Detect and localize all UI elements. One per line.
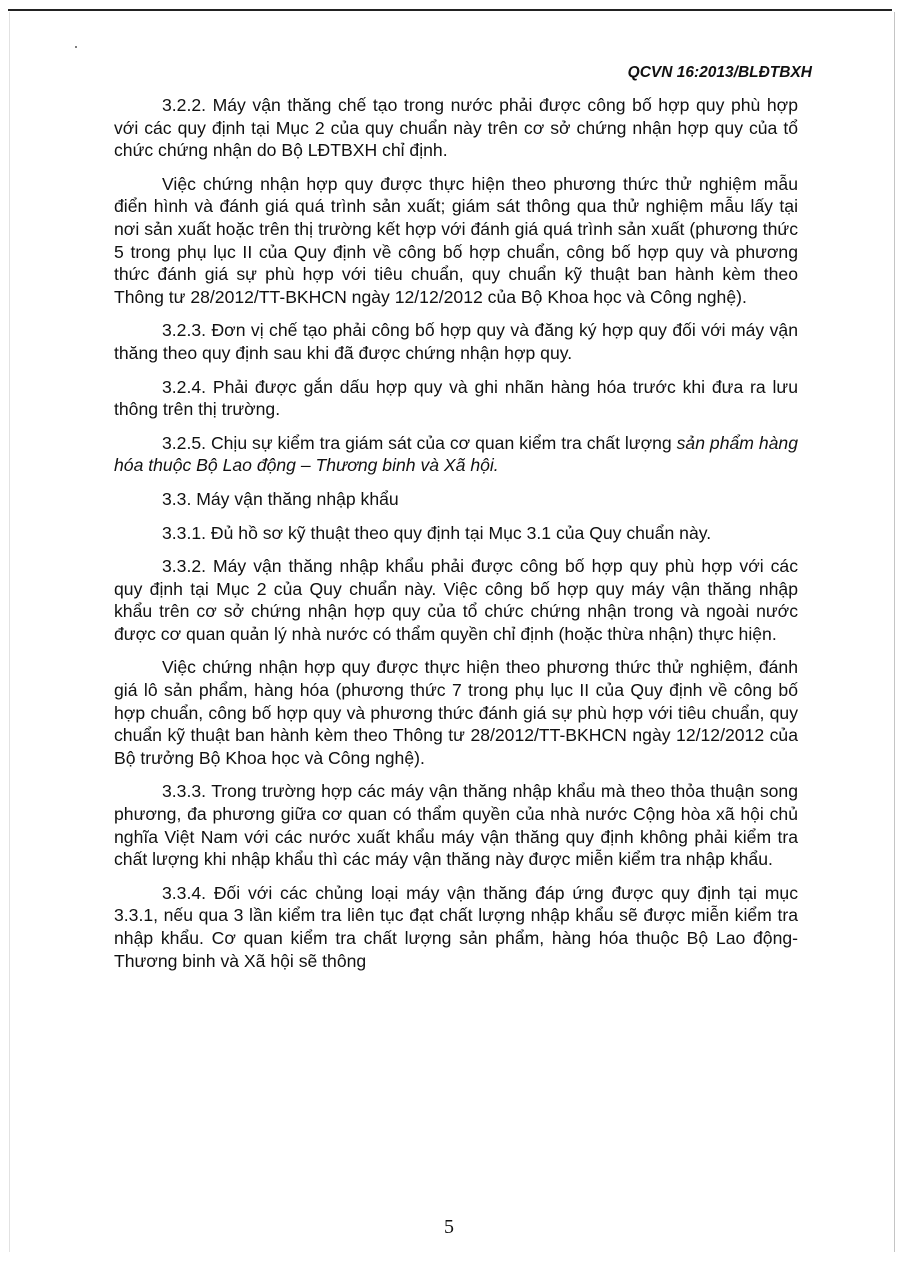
right-scan-edge xyxy=(894,12,895,1252)
paragraph-3-3-2: 3.3.2. Máy vận thăng nhập khẩu phải được công bố hợp quy phù hợp với các quy định tại Mục 2 của Quy chuẩn này. Việc công bố hợp quy máy vận thăng nhập khẩu trên cơ sở chứng nhận hợp quy của tổ chức chứng nhận trong và ngoài nước được cơ quan quản lý nhà nước có thẩm quyền chỉ định (hoặc thừa nhận) thực hiện. xyxy=(114,556,798,644)
document-body xyxy=(114,94,798,983)
paragraph-3-3-1: 3.3.1. Đủ hồ sơ kỹ thuật theo quy định tại Mục 3.1 của Quy chuẩn này. xyxy=(162,522,712,543)
paragraph-3-2-5 xyxy=(114,432,798,477)
paragraph-certification-method-5: Việc chứng nhận hợp quy được thực hiện theo phương thức thử nghiệm mẫu điển hình và đánh giá quá trình sản xuất; giám sát thông qua thử nghiệm mẫu lấy tại nơi sản xuất hoặc trên thị trường kết hợp với đánh giá quá trình sản xuất (phương thức 5 trong phụ lục II của Quy định về công bố hợp chuẩn, công bố hợp quy và phương thức đánh giá sự phù hợp với tiêu chuẩn, quy chuẩn kỹ thuật ban hành kèm theo Thông tư 28/2012/TT-BKHCN ngày 12/12/2012 của Bộ Khoa học và Công nghệ). xyxy=(114,173,798,307)
top-border-line xyxy=(8,9,892,11)
scan-speck xyxy=(75,46,77,48)
paragraph-3-3-3: 3.3.3. Trong trường hợp các máy vận thăng nhập khẩu mà theo thỏa thuận song phương, đa phương giữa cơ quan có thẩm quyền của nhà nước Cộng hòa xã hội chủ nghĩa Việt Nam với các nước xuất khẩu máy vận thăng quy định không phải kiểm tra chất lượng khi nhập khẩu thì các máy vận thăng này được miễn kiểm tra nhập khẩu. xyxy=(114,781,798,870)
paragraph-certification-method-7: Việc chứng nhận hợp quy được thực hiện theo phương thức thử nghiệm, đánh giá lô sản phẩm, hàng hóa (phương thức 7 trong phụ lục II của Quy định về công bố hợp chuẩn, công bố hợp quy và phương thức đánh giá sự phù hợp với tiêu chuẩn, quy chuẩn kỹ thuật ban hành kèm theo Thông tư 28/2012/TT-BKHCN ngày 12/12/2012 của Bộ trưởng Bộ Khoa học và Công nghệ). xyxy=(114,657,798,768)
document-code-header: QCVN 16:2013/BLĐTBXH xyxy=(627,64,812,81)
paragraph-3-2-5-text: 3.2.5. Chịu sự kiểm tra giám sát của cơ quan kiểm tra chất lượng xyxy=(162,432,677,453)
section-heading-3-3: 3.3. Máy vận thăng nhập khẩu xyxy=(162,488,399,509)
left-scan-edge xyxy=(9,12,10,1252)
paragraph-3-2-5-italic-text: sản phẩm hàng hóa thuộc Bộ Lao động – Thương binh và Xã hội. xyxy=(114,432,798,476)
paragraph-3-3-4: 3.3.4. Đối với các chủng loại máy vận thăng đáp ứng được quy định tại mục 3.3.1, nếu qua 3 lần kiểm tra liên tục đạt chất lượng nhập khẩu sẽ được miễn kiểm tra nhập khẩu. Cơ quan kiểm tra chất lượng sản phẩm, hàng hóa thuộc Bộ Lao động- Thương binh và Xã hội sẽ thông xyxy=(114,882,798,971)
paragraph-3-2-4: 3.2.4. Phải được gắn dấu hợp quy và ghi nhãn hàng hóa trước khi đưa ra lưu thông trên thị trường. xyxy=(114,376,798,420)
paragraph-3-2-3: 3.2.3. Đơn vị chế tạo phải công bố hợp quy và đăng ký hợp quy đối với máy vận thăng theo quy định sau khi đã được chứng nhận hợp quy. xyxy=(114,320,798,363)
page-number: 5 xyxy=(444,1216,454,1238)
paragraph-3-2-2: 3.2.2. Máy vận thăng chế tạo trong nước phải được công bố hợp quy phù hợp với các quy định tại Mục 2 của quy chuẩn này trên cơ sở chứng nhận hợp quy của tổ chức chứng nhận do Bộ LĐTBXH chỉ định. xyxy=(114,95,798,161)
